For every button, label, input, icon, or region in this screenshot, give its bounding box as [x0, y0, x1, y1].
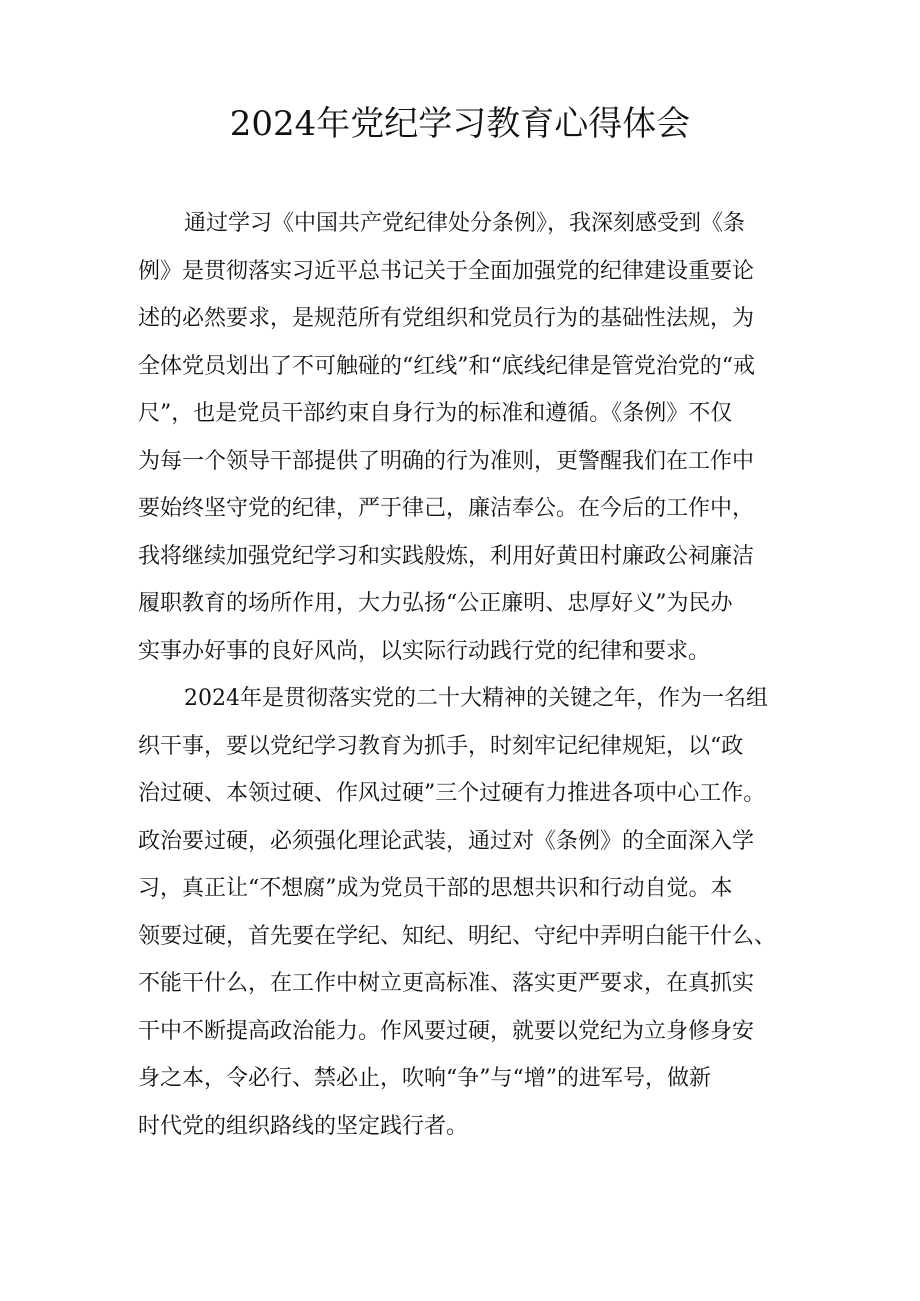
text-line: 实事办好事的良好风尚，以实际行动践行党的纪律和要求。 — [138, 638, 711, 664]
text-line: 不能干什么，在工作中树立更高标准、落实更严要求，在真抓实 — [138, 971, 755, 996]
text-line: 时代党的组织路线的坚定践行者。 — [138, 1113, 469, 1139]
text-line: 全体党员划出了不可触碰的“红线”和“底线纪律是管党治党的“戒 — [138, 353, 755, 379]
text-line: 政治要过硬，必须强化理论武装，通过对《条例》的全面深入学 — [138, 828, 755, 854]
text-line: 习，真正让“不想腐”成为党员干部的思想共识和行动自觉。本 — [138, 876, 733, 901]
text-line: 述的必然要求，是规范所有党组织和党员行为的基础性法规，为 — [138, 306, 755, 331]
text-line: 身之本，令必行、禁必止，吹响“争”与“增”的进军号，做新 — [138, 1066, 711, 1091]
text-line: 治过硬、本领过硬、作风过硬”三个过硬有力推进各项中心工作。 — [138, 781, 766, 806]
paragraph-1 — [138, 200, 788, 675]
text-line: 为每一个领导干部提供了明确的行为准则，更警醒我们在工作中 — [138, 448, 755, 474]
text-line: 要始终坚守党的纪律，严于律己，廉洁奉公。在今后的工作中， — [138, 496, 755, 521]
text-line: 通过学习《中国共产党纪律处分条例》，我深刻感受到《条 — [184, 211, 746, 236]
text-line: 干中不断提高政治能力。作风要过硬，就要以党纪为立身修身安 — [138, 1018, 755, 1044]
text-line: 织干事，要以党纪学习教育为抓手，时刻牢记纪律规矩，以“政 — [138, 733, 744, 759]
text-line: 2024年是贯彻落实党的二十大精神的关键之年，作为一名组 — [184, 686, 768, 711]
document-title: 2024年党纪学习教育心得体会 — [229, 104, 691, 144]
text-line: 我将继续加强党纪学习和实践般炼，利用好黄田村廉政公祠廉洁 — [138, 543, 755, 569]
document-body — [138, 200, 788, 1150]
text-line: 履职教育的场所作用，大力弘扬“公正廉明、忠厚好义”为民办 — [138, 591, 733, 616]
text-line: 尺”，也是党员干部约束自身行为的标准和遵循。《条例》不仅 — [138, 401, 733, 426]
paragraph-2 — [138, 675, 788, 1150]
text-line: 例》是贯彻落实习近平总书记关于全面加强党的纪律建设重要论 — [138, 258, 755, 284]
text-line: 领要过硬，首先要在学纪、知纪、明纪、守纪中弄明白能干什么、 — [138, 923, 777, 949]
